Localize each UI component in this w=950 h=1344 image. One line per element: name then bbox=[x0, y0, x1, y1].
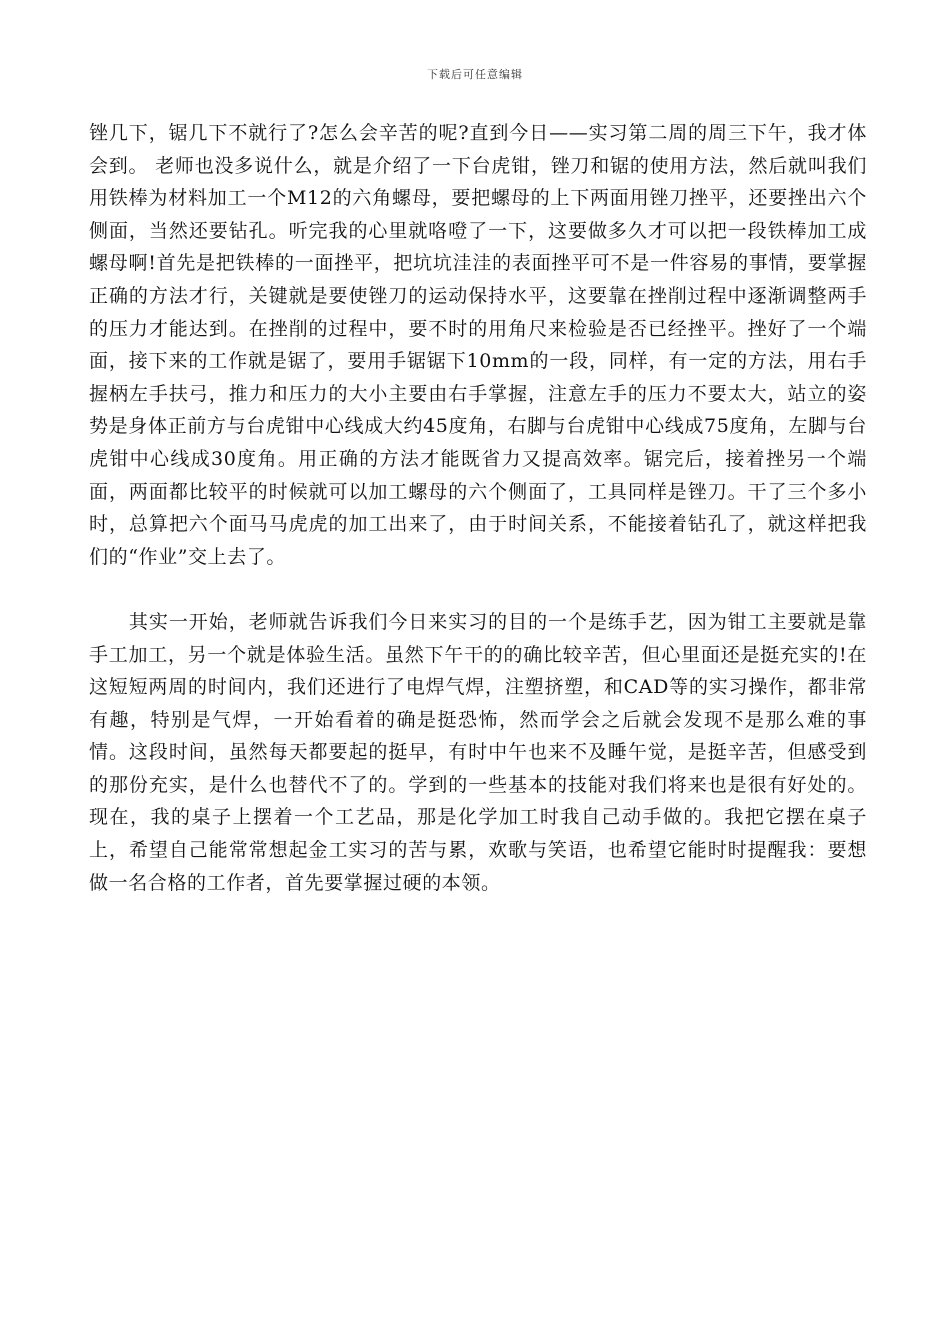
paragraph-spacer bbox=[89, 573, 867, 606]
paragraph-1: 锉几下，锯几下不就行了?怎么会辛苦的呢?直到今日——实习第二周的周三下午，我才体会到。 老师也没多说什么，就是介绍了一下台虎钳，锉刀和锯的使用方法，然后就叫我们用铁棒为材料加工一个M12的六角螺母，要把螺母的上下两面用锉刀挫平，还要挫出六个侧面，当然还要钻孔。听完我的心里就咯噔了一下，这要做多久才可以把一段铁棒加工成螺母啊!首先是把铁棒的一面挫平，把坑坑洼洼的表面挫平可不是一件容易的事情，要掌握正确的方法才行，关键就是要使锉刀的运动保持水平，这要靠在挫削过程中逐渐调整两手的压力才能达到。在挫削的过程中，要不时的用角尺来检验是否已经挫平。挫好了一个端面，接下来的工作就是锯了，要用手锯锯下10mm的一段，同样，有一定的方法，用右手握柄左手扶弓，推力和压力的大小主要由右手掌握，注意左手的压力不要太大，站立的姿势是身体正前方与台虎钳中心线成大约45度角，右脚与台虎钳中心线成75度角，左脚与台虎钳中心线成30度角。用正确的方法才能既省力又提高效率。锯完后，接着挫另一个端面，两面都比较平的时候就可以加工螺母的六个侧面了，工具同样是锉刀。干了三个多小时，总算把六个面马马虎虎的加工出来了，由于时间关系，不能接着钻孔了，就这样把我们的“作业”交上去了。 bbox=[89, 122, 867, 568]
document-body bbox=[89, 117, 867, 899]
page-header: 下载后可任意编辑 bbox=[427, 68, 523, 81]
paragraph-2: 其实一开始，老师就告诉我们今日来实习的目的一个是练手艺，因为钳工主要就是靠手工加工，另一个就是体验生活。虽然下午干的的确比较辛苦，但心里面还是挺充实的!在这短短两周的时间内，我们还进行了电焊气焊，注塑挤塑，和CAD等的实习操作，都非常有趣，特别是气焊，一开始看着的确是挺恐怖，然而学会之后就会发现不是那么难的事情。这段时间，虽然每天都要起的挺早，有时中午也来不及睡午觉，是挺辛苦，但感受到的那份充实，是什么也替代不了的。学到的一些基本的技能对我们将来也是很有好处的。现在，我的桌子上摆着一个工艺品，那是化学加工时我自己动手做的。我把它摆在桌子上，希望自己能常常想起金工实习的苦与累，欢歌与笑语，也希望它能时时提醒我：要想做一名合格的工作者，首先要掌握过硬的本领。 bbox=[89, 610, 867, 894]
